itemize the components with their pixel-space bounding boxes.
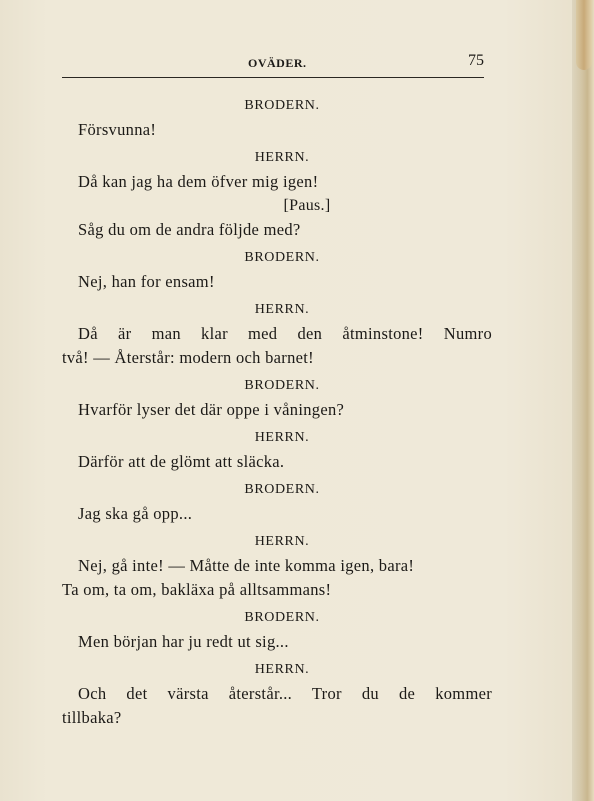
speaker-name: HERRN.: [254, 430, 310, 445]
speaker-name: BRODERN.: [244, 98, 320, 113]
dialogue-line: Ta om, ta om, bakläxa på alltsammans!: [62, 580, 332, 599]
dialogue-line: Hvarför lyser det där oppe i våningen?: [78, 400, 345, 419]
dialogue-line: Såg du om de andra följde med?: [78, 220, 301, 239]
speaker-name: BRODERN.: [244, 250, 320, 265]
speaker-name: HERRN.: [254, 302, 310, 317]
bookmark-ribbon: [576, 0, 592, 70]
speaker-name: BRODERN.: [244, 610, 320, 625]
page-edge: [572, 0, 594, 801]
page-number: 75: [468, 52, 484, 69]
running-title: OVÄDER.: [248, 56, 307, 70]
dialogue-line: Och det värsta återstår... Tror du de kommer: [78, 684, 492, 703]
dialogue-line: Försvunna!: [78, 120, 157, 139]
stage-direction: [Paus.]: [283, 197, 331, 214]
dialogue-line: Därför att de glömt att släcka.: [78, 452, 285, 471]
speaker-name: HERRN.: [254, 534, 310, 549]
header-rule: [62, 77, 484, 78]
dialogue-line: tillbaka?: [62, 708, 122, 727]
dialogue-line: Nej, han for ensam!: [78, 272, 215, 291]
dialogue-line: Men början har ju redt ut sig...: [78, 632, 289, 651]
dialogue-line: Då är man klar med den åtminstone! Numro: [78, 324, 492, 343]
play-text: [62, 90, 492, 730]
speaker-name: HERRN.: [254, 662, 310, 677]
speaker-name: HERRN.: [254, 150, 310, 165]
speaker-name: BRODERN.: [244, 482, 320, 497]
speaker-name: BRODERN.: [244, 378, 320, 393]
dialogue-line: Då kan jag ha dem öfver mig igen!: [78, 172, 319, 191]
dialogue-line: Nej, gå inte! — Måtte de inte komma igen, bara!: [78, 556, 415, 575]
dialogue-line: två! — Återstår: modern och barnet!: [62, 348, 314, 367]
running-header: [62, 52, 484, 72]
dialogue-line: Jag ska gå opp...: [78, 504, 193, 523]
